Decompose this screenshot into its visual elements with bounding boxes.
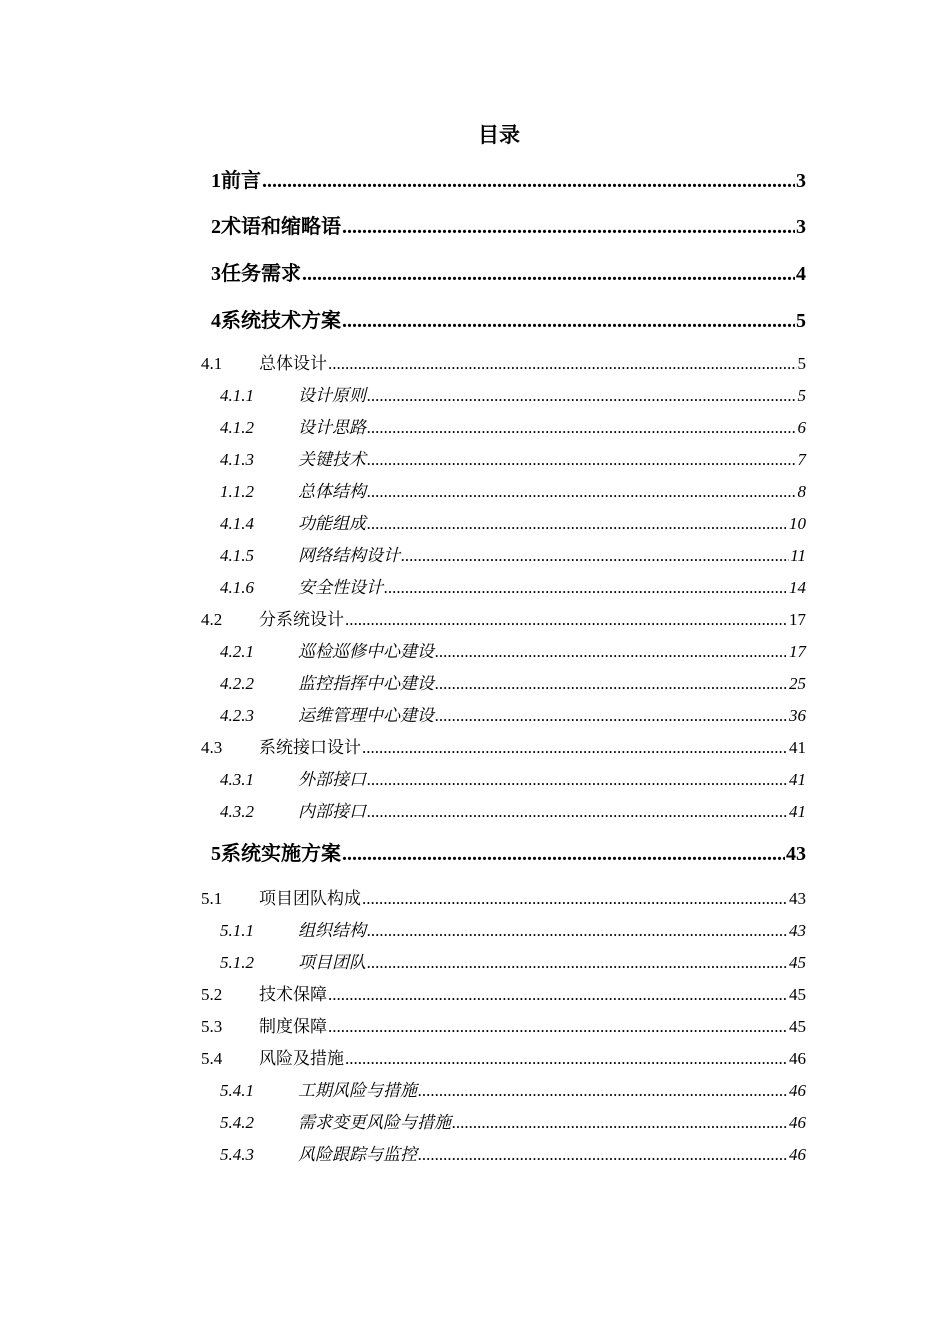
toc-entry-number: 4.1.2 xyxy=(220,418,254,437)
toc-entry[interactable] xyxy=(201,1014,806,1040)
toc-entry[interactable] xyxy=(220,415,806,441)
toc-entry-number: 2 xyxy=(211,216,221,238)
toc-dot-leader xyxy=(384,575,788,601)
toc-dot-leader xyxy=(342,306,795,336)
toc-dot-leader xyxy=(367,767,788,793)
toc-entry-page-number: 45 xyxy=(789,1017,806,1036)
toc-entry-page-number: 46 xyxy=(789,1113,806,1132)
toc-entry-number: 4.1.4 xyxy=(220,514,254,533)
toc-entry-label: 制度保障 xyxy=(259,1017,327,1036)
toc-entry[interactable] xyxy=(220,950,806,976)
toc-entry-number: 1 xyxy=(211,170,221,192)
toc-entry-number: 4.2.2 xyxy=(220,674,254,693)
toc-entry-page-number: 45 xyxy=(789,953,806,972)
toc-dot-leader xyxy=(367,799,788,825)
toc-dot-leader xyxy=(401,543,789,569)
toc-entry[interactable] xyxy=(201,735,806,761)
toc-entry-number: 4.2 xyxy=(201,610,223,629)
toc-entry[interactable] xyxy=(220,767,806,793)
toc-dot-leader xyxy=(328,982,788,1008)
toc-entry-number: 4 xyxy=(211,310,221,332)
toc-entry-label: 需求变更风险与措施 xyxy=(298,1113,451,1132)
toc-entry-label: 系统技术方案 xyxy=(221,310,341,332)
toc-entry[interactable] xyxy=(220,447,806,473)
toc-entry[interactable] xyxy=(220,575,806,601)
toc-dot-leader xyxy=(435,671,788,697)
toc-dot-leader xyxy=(342,839,785,869)
toc-entry-page-number: 17 xyxy=(789,610,806,629)
toc-dot-leader xyxy=(367,415,797,441)
toc-entry[interactable] xyxy=(188,259,806,289)
toc-entry[interactable] xyxy=(188,839,806,869)
toc-dot-leader xyxy=(435,703,788,729)
toc-entry-number: 4.1 xyxy=(201,354,223,373)
toc-entry-label: 总体设计 xyxy=(259,354,327,373)
toc-dot-leader xyxy=(345,607,788,633)
toc-entry[interactable] xyxy=(220,543,806,569)
toc-entry-page-number: 5 xyxy=(796,310,806,332)
toc-entry-page-number: 43 xyxy=(786,843,806,865)
toc-entry-page-number: 46 xyxy=(789,1145,806,1164)
toc-entry-page-number: 6 xyxy=(797,418,806,437)
toc-entry-number: 4.1.1 xyxy=(220,386,254,405)
toc-entry-page-number: 5 xyxy=(797,386,806,405)
toc-entry[interactable] xyxy=(201,607,806,633)
toc-entry-label: 巡检巡修中心建设 xyxy=(298,642,434,661)
toc-entry-page-number: 41 xyxy=(789,770,806,789)
toc-entry-number: 4.1.6 xyxy=(220,578,254,597)
toc-entry-number: 5.4.1 xyxy=(220,1081,254,1100)
toc-entry-label: 前言 xyxy=(221,170,261,192)
toc-entry[interactable] xyxy=(220,383,806,409)
toc-entry-number: 5.4 xyxy=(201,1049,223,1068)
toc-entry-page-number: 43 xyxy=(789,921,806,940)
toc-entry-label: 安全性设计 xyxy=(298,578,383,597)
toc-entry[interactable] xyxy=(188,306,806,336)
toc-entry-number: 5.1.1 xyxy=(220,921,254,940)
toc-entry-label: 内部接口 xyxy=(298,802,366,821)
toc-entry-label: 技术保障 xyxy=(259,985,327,1004)
toc-entry[interactable] xyxy=(220,1142,806,1168)
toc-entry[interactable] xyxy=(220,511,806,537)
toc-dot-leader xyxy=(362,886,788,912)
toc-dot-leader xyxy=(418,1142,788,1168)
toc-dot-leader xyxy=(367,447,797,473)
toc-dot-leader xyxy=(362,735,788,761)
toc-entry[interactable] xyxy=(178,166,806,196)
toc-entry-number: 4.3 xyxy=(201,738,223,757)
toc-entry-label: 功能组成 xyxy=(298,514,366,533)
toc-entry-number: 4.1.5 xyxy=(220,546,254,565)
toc-entry[interactable] xyxy=(220,1078,806,1104)
toc-entry-number: 4.2.3 xyxy=(220,706,254,725)
toc-dot-leader xyxy=(367,383,797,409)
toc-entry-page-number: 46 xyxy=(789,1081,806,1100)
toc-dot-leader xyxy=(342,212,795,242)
toc-entry-label: 总体结构 xyxy=(298,482,366,501)
toc-entry-number: 5.1.2 xyxy=(220,953,254,972)
toc-entry-page-number: 8 xyxy=(797,482,806,501)
toc-entry[interactable] xyxy=(220,479,806,505)
toc-dot-leader xyxy=(345,1046,788,1072)
toc-entry-label: 设计原则 xyxy=(298,386,366,405)
toc-entry-page-number: 11 xyxy=(790,546,806,565)
toc-entry-label: 工期风险与措施 xyxy=(298,1081,417,1100)
toc-entry-page-number: 46 xyxy=(789,1049,806,1068)
toc-entry[interactable] xyxy=(201,886,806,912)
toc-entry-label: 项目团队 xyxy=(298,953,366,972)
toc-entry-page-number: 41 xyxy=(789,738,806,757)
toc-entry-number: 5.2 xyxy=(201,985,223,1004)
toc-entry-label: 系统接口设计 xyxy=(259,738,361,757)
toc-entry-label: 关键技术 xyxy=(298,450,366,469)
toc-dot-leader xyxy=(328,351,797,377)
toc-title: 目录 xyxy=(478,123,520,147)
toc-entry[interactable] xyxy=(201,351,806,377)
toc-entry-number: 4.1.3 xyxy=(220,450,254,469)
toc-entry-label: 分系统设计 xyxy=(259,610,344,629)
toc-dot-leader xyxy=(418,1078,788,1104)
toc-entry-number: 3 xyxy=(211,263,221,285)
toc-entry-page-number: 41 xyxy=(789,802,806,821)
toc-entry-page-number: 36 xyxy=(789,706,806,725)
toc-dot-leader xyxy=(328,1014,788,1040)
toc-entry-label: 运维管理中心建设 xyxy=(298,706,434,725)
toc-entry-page-number: 17 xyxy=(789,642,806,661)
toc-entry[interactable] xyxy=(220,918,806,944)
toc-entry-label: 外部接口 xyxy=(298,770,366,789)
toc-entry[interactable] xyxy=(188,212,806,242)
toc-entry-number: 5.4.3 xyxy=(220,1145,254,1164)
toc-entry-number: 5.3 xyxy=(201,1017,223,1036)
toc-entry[interactable] xyxy=(220,703,806,729)
toc-entry-page-number: 4 xyxy=(796,263,806,285)
toc-dot-leader xyxy=(367,479,797,505)
toc-dot-leader xyxy=(367,511,788,537)
toc-entry[interactable] xyxy=(220,799,806,825)
toc-entry-label: 任务需求 xyxy=(221,263,301,285)
toc-entry-number: 5.4.2 xyxy=(220,1113,254,1132)
toc-entry-page-number: 3 xyxy=(796,170,806,192)
toc-entry-number: 1.1.2 xyxy=(220,482,254,501)
toc-entry[interactable] xyxy=(220,1110,806,1136)
toc-dot-leader xyxy=(302,259,795,289)
toc-entry-page-number: 7 xyxy=(797,450,806,469)
toc-entry-number: 4.3.2 xyxy=(220,802,254,821)
toc-entry-label: 设计思路 xyxy=(298,418,366,437)
toc-entry-number: 5.1 xyxy=(201,889,223,908)
toc-entry-label: 监控指挥中心建设 xyxy=(298,674,434,693)
toc-entry-page-number: 43 xyxy=(789,889,806,908)
toc-entry[interactable] xyxy=(201,982,806,1008)
toc-entry-label: 系统实施方案 xyxy=(221,843,341,865)
toc-entry-page-number: 45 xyxy=(789,985,806,1004)
toc-dot-leader xyxy=(367,950,788,976)
toc-entry-page-number: 25 xyxy=(789,674,806,693)
toc-entry[interactable] xyxy=(220,639,806,665)
toc-dot-leader xyxy=(435,639,788,665)
toc-dot-leader xyxy=(452,1110,788,1136)
toc-entry-label: 组织结构 xyxy=(298,921,366,940)
toc-entry-number: 4.2.1 xyxy=(220,642,254,661)
toc-entry[interactable] xyxy=(220,671,806,697)
toc-entry-label: 风险及措施 xyxy=(259,1049,344,1068)
toc-entry-number: 5 xyxy=(211,843,221,865)
toc-entry-label: 风险跟踪与监控 xyxy=(298,1145,417,1164)
toc-entry-label: 网络结构设计 xyxy=(298,546,400,565)
toc-dot-leader xyxy=(262,166,795,196)
toc-entry-page-number: 3 xyxy=(796,216,806,238)
toc-entry[interactable] xyxy=(201,1046,806,1072)
toc-entry-number: 4.3.1 xyxy=(220,770,254,789)
toc-entry-page-number: 10 xyxy=(789,514,806,533)
toc-entry-page-number: 14 xyxy=(789,578,806,597)
toc-entry-page-number: 5 xyxy=(797,354,806,373)
toc-dot-leader xyxy=(367,918,788,944)
toc-entry-label: 项目团队构成 xyxy=(259,889,361,908)
toc-entry-label: 术语和缩略语 xyxy=(221,216,341,238)
